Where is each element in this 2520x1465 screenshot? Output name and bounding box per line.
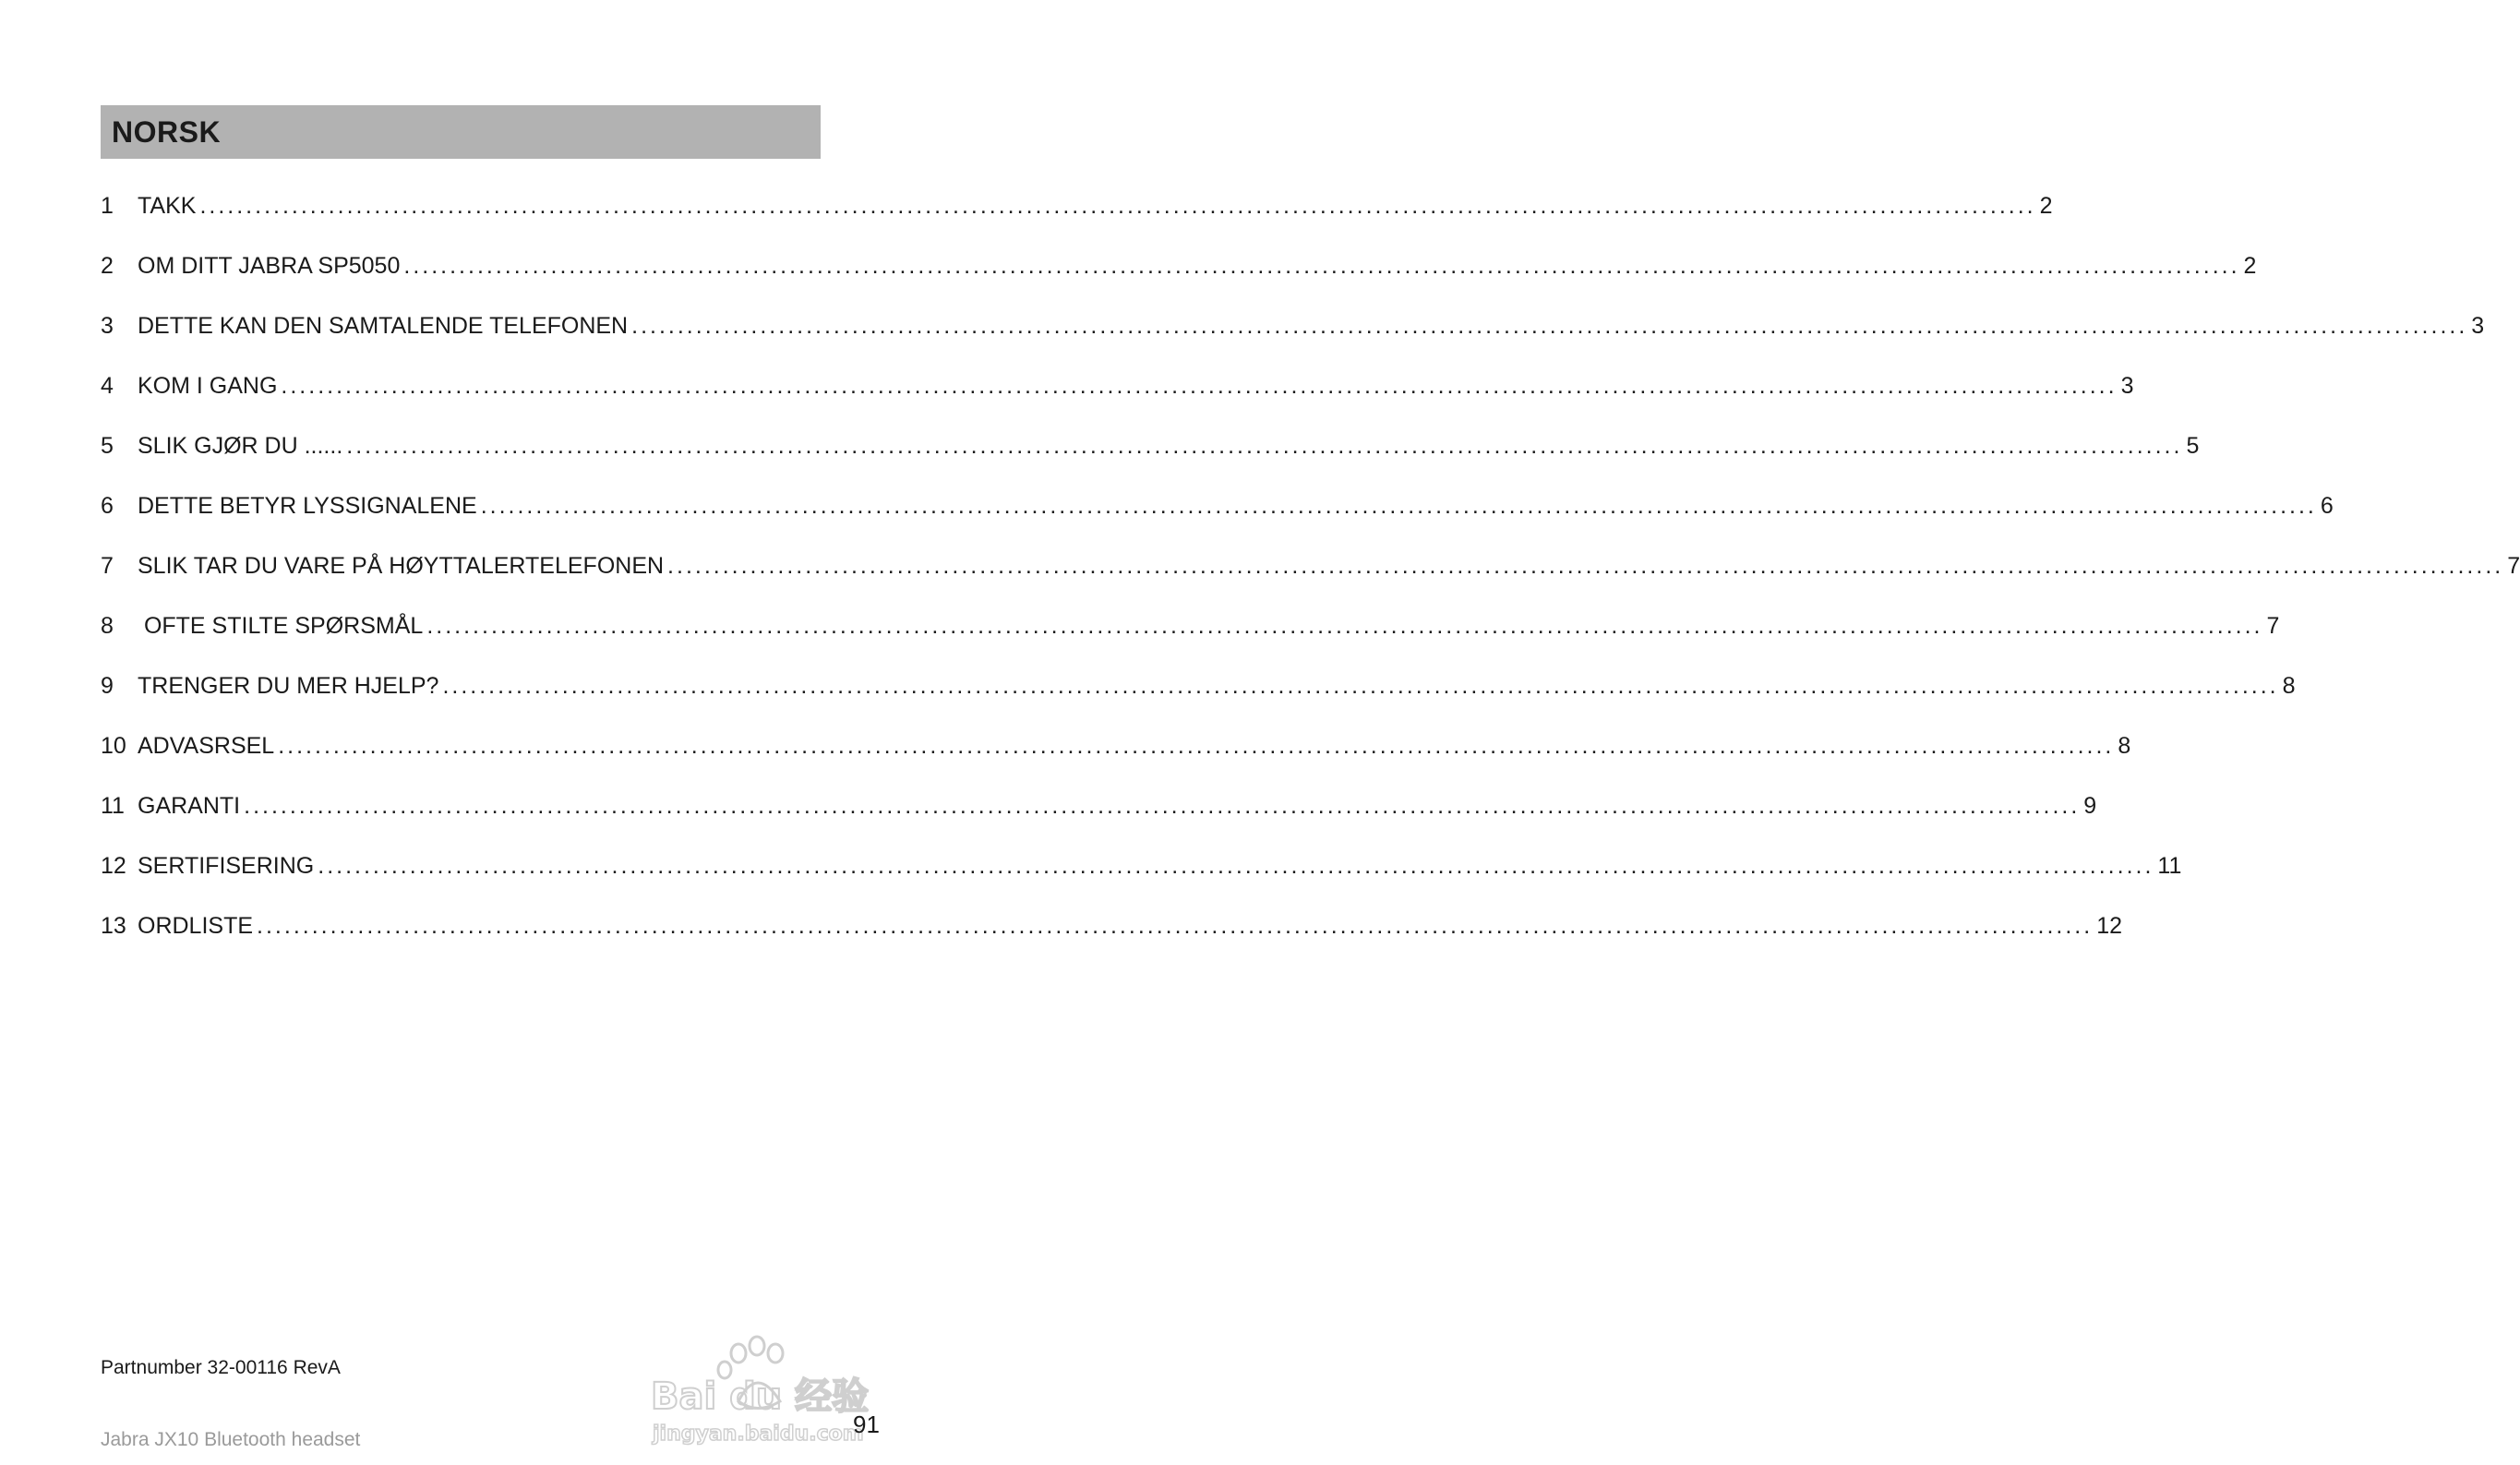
toc-page: 5	[2186, 433, 2200, 459]
toc-entry[interactable]	[101, 310, 2485, 370]
toc-number: 7	[101, 553, 114, 579]
toc-entry[interactable]	[101, 670, 2296, 730]
toc-title: GARANTI	[138, 793, 241, 819]
toc-leader-dots: ........................................................................................................................................................................................................	[257, 913, 2094, 939]
toc-leader-dots: ........................................................................................................................................................................................................	[480, 493, 2317, 519]
toc-leader-dots: ........................................................................................................................................................................................................	[631, 313, 2468, 339]
toc-page: 2	[2243, 253, 2257, 279]
toc-entry[interactable]	[101, 370, 2134, 430]
toc-number: 4	[101, 373, 114, 399]
table-of-contents	[101, 190, 2520, 970]
toc-number: 3	[101, 313, 114, 339]
toc-page: 8	[2282, 673, 2296, 699]
toc-title: SLIK TAR DU VARE PÅ HØYTTALERTELEFONEN	[138, 553, 665, 579]
toc-number: 12	[101, 853, 126, 879]
toc-number: 1	[101, 193, 114, 219]
toc-page: 7	[2507, 553, 2520, 579]
toc-title: ORDLISTE	[138, 913, 254, 939]
toc-leader-dots: ........................................................................................................................................................................................................	[403, 253, 2240, 279]
toc-entry[interactable]	[101, 850, 2182, 910]
toc-title: TRENGER DU MER HJELP?	[138, 673, 439, 699]
watermark-url-text: jingyan.baidu.com	[653, 1423, 864, 1446]
toc-entry[interactable]	[101, 610, 2280, 670]
footer-product-name: Jabra JX10 Bluetooth headset	[101, 1429, 361, 1450]
toc-leader-dots: ........................................................................................................................................................................................................	[244, 793, 2081, 819]
toc-leader-dots: ........................................................................................................................................................................................................	[278, 733, 2115, 759]
toc-leader-dots: ........................................................................................................................................................................................................	[346, 433, 2183, 459]
toc-page: 8	[2118, 733, 2131, 759]
watermark-brand-text: Bai du 经验	[651, 1375, 870, 1418]
toc-leader-dots: ........................................................................................................................................................................................................	[199, 193, 2036, 219]
toc-title: DETTE BETYR LYSSIGNALENE	[138, 493, 477, 519]
toc-entry[interactable]	[101, 550, 2520, 610]
toc-entry[interactable]	[101, 790, 2097, 850]
toc-page: 7	[2266, 613, 2280, 639]
toc-leader-dots: ........................................................................................................................................................................................................	[281, 373, 2118, 399]
toc-title: TAKK	[138, 193, 197, 219]
toc-entry[interactable]	[101, 250, 2257, 310]
part-number: Partnumber 32-00116 RevA	[101, 1357, 341, 1378]
page-number: 91	[853, 1411, 880, 1438]
toc-title: OFTE STILTE SPØRSMÅL	[138, 613, 424, 639]
section-title: NORSK	[112, 114, 222, 149]
toc-page: 2	[2039, 193, 2053, 219]
toc-number: 8	[101, 613, 114, 639]
toc-title: ADVASRSEL	[138, 733, 275, 759]
toc-title: SLIK GJØR DU ......	[138, 433, 343, 459]
toc-entry[interactable]	[101, 910, 2123, 970]
toc-entry[interactable]	[101, 430, 2200, 490]
toc-title: DETTE KAN DEN SAMTALENDE TELEFONEN	[138, 313, 629, 339]
toc-leader-dots: ........................................................................................................................................................................................................	[318, 853, 2154, 879]
toc-page: 3	[2471, 313, 2485, 339]
toc-number: 5	[101, 433, 114, 459]
toc-number: 9	[101, 673, 114, 699]
toc-title: OM DITT JABRA SP5050	[138, 253, 401, 279]
toc-page: 11	[2157, 853, 2182, 879]
toc-page: 9	[2083, 793, 2097, 819]
toc-page: 12	[2096, 913, 2123, 939]
toc-leader-dots: ........................................................................................................................................................................................................	[442, 673, 2279, 699]
toc-entry[interactable]	[101, 730, 2131, 790]
toc-leader-dots: ........................................................................................................................................................................................................	[667, 553, 2504, 579]
toc-number: 10	[101, 733, 126, 759]
toc-leader-dots: ........................................................................................................................................................................................................	[426, 613, 2263, 639]
toc-entry[interactable]	[101, 190, 2053, 250]
toc-page: 6	[2320, 493, 2334, 519]
section-header	[101, 105, 821, 159]
toc-entry[interactable]	[101, 490, 2334, 550]
toc-page: 3	[2120, 373, 2134, 399]
toc-title: SERTIFISERING	[138, 853, 315, 879]
toc-title: KOM I GANG	[138, 373, 278, 399]
toc-number: 13	[101, 913, 126, 939]
toc-number: 11	[101, 793, 125, 819]
toc-number: 6	[101, 493, 114, 519]
toc-number: 2	[101, 253, 114, 279]
